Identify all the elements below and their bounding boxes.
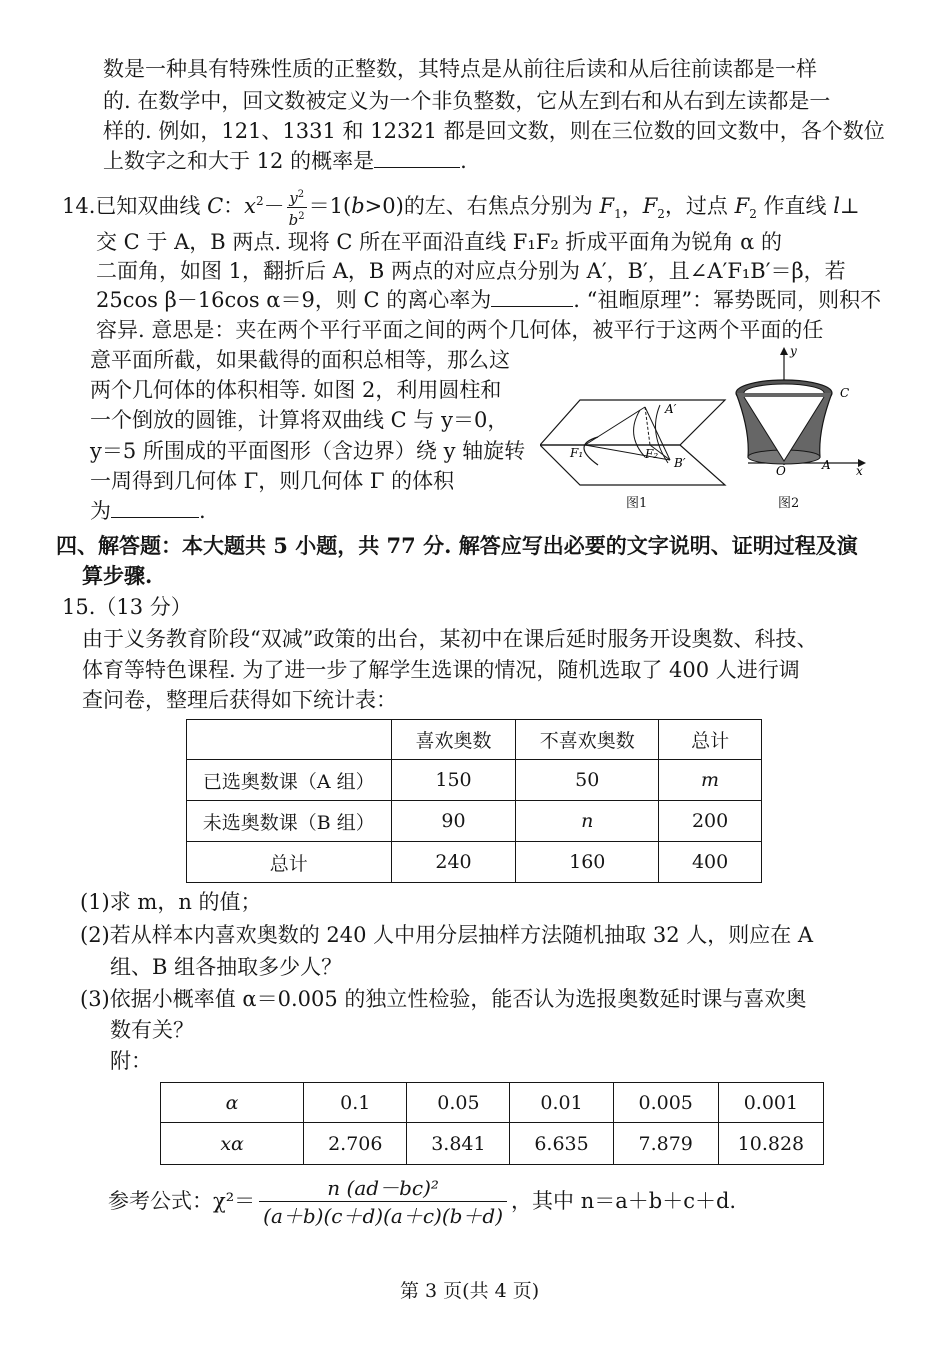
- critical-x-label: xα: [161, 1123, 304, 1165]
- q14-line-7: 两个几何体的体积相等. 如图 2，利用圆柱和: [90, 378, 502, 402]
- fig2-label-x: x: [856, 464, 863, 475]
- q14-number: 14.: [62, 194, 96, 218]
- figure-2-caption: 图2: [778, 496, 800, 511]
- section-4-title: 四、解答题：本大题共 5 小题，共 77 分. 解答应写出必要的文字说明、证明过程及演: [56, 533, 858, 558]
- fig1-label-f1: F₁: [570, 446, 584, 460]
- answer-blank-14a: [491, 286, 573, 307]
- section-4-title-2: 算步骤.: [82, 563, 153, 588]
- formula-tail: ，其中 n＝a＋b＋c＋d.: [511, 1189, 737, 1213]
- fig1-label-f2: F₂: [645, 447, 659, 461]
- survey-table-row: [187, 760, 762, 801]
- survey-th-3: 总计: [659, 720, 762, 760]
- survey-cell: 未选奥数课（B 组）: [187, 801, 392, 842]
- critical-cell: 0.005: [613, 1083, 718, 1123]
- formula-label: 参考公式：χ²＝: [108, 1189, 256, 1213]
- survey-table-row: [187, 801, 762, 842]
- fig2-label-y: y: [790, 345, 797, 358]
- survey-th-1: 喜欢奥数: [391, 720, 516, 760]
- hyperbola-fraction: $\frac{y^2}{b^2}$: [288, 189, 305, 229]
- survey-cell: 400: [659, 842, 762, 883]
- intro-line-4-text: 上数字之和大于 12 的概率是: [103, 149, 375, 173]
- critical-cell: 0.01: [510, 1083, 613, 1123]
- q14-line-8: 一个倒放的圆锥，计算将双曲线 C 与 y＝0，: [90, 408, 509, 432]
- critical-cell: 6.635: [510, 1123, 613, 1165]
- critical-cell: 0.001: [718, 1083, 823, 1123]
- intro-line-3: 样的. 例如，121、1331 和 12321 都是回文数，则在三位数的回文数中，各个数位: [103, 119, 885, 143]
- survey-cell: 150: [391, 760, 516, 801]
- q15-sub-3a: (3)依据小概率值 α＝0.005 的独立性检验，能否认为选报奥数延时课与喜欢奥: [80, 987, 807, 1011]
- q15-appendix-label: 附：: [110, 1049, 152, 1073]
- survey-table-header: [187, 720, 762, 760]
- q14-l11: 为: [90, 499, 111, 523]
- fig2-label-c: C: [840, 386, 850, 400]
- fig2-label-o: O: [776, 464, 786, 475]
- critical-cell: 7.879: [613, 1123, 718, 1165]
- formula-denominator: (a＋b)(c＋d)(a＋c)(b＋d): [259, 1201, 507, 1230]
- survey-cell: 50: [516, 760, 659, 801]
- q14-l1c: ，过点: [664, 194, 735, 218]
- answer-blank-13: [374, 147, 460, 168]
- intro-line-1: 数是一种具有特殊性质的正整数，其特点是从前往后读和从后往前读都是一样: [103, 57, 817, 81]
- survey-table-row: [187, 842, 762, 883]
- q14-line-3: 二面角，如图 1，翻折后 A，B 两点的对应点分别为 A′，B′，且∠A′F₁B′＝β，若: [96, 259, 846, 283]
- survey-cell: 已选奥数课（A 组）: [187, 760, 392, 801]
- q14-l4b: . “祖暅原理”：幂势既同，则积不: [573, 288, 882, 312]
- q15-para-3: 查问卷，整理后获得如下统计表：: [82, 688, 397, 712]
- q14-line-4: [96, 286, 881, 314]
- critical-alpha-label: α: [161, 1083, 304, 1123]
- q14-l1d: 作直线: [756, 194, 834, 218]
- intro-line-4: 上数字之和大于 12 的概率是 .: [103, 149, 467, 173]
- q14-line-10: 一周得到几何体 Γ，则几何体 Γ 的体积: [90, 469, 455, 493]
- survey-table: [186, 719, 762, 883]
- q14-l4a: 25cos β－16cos α＝9，则 C 的离心率为: [96, 288, 492, 312]
- survey-cell: 总计: [187, 842, 392, 883]
- q14-line-6: 意平面所截，如果截得的面积总相等，那么这: [90, 348, 510, 372]
- q14-line-2: 交 C 于 A，B 两点. 现将 C 所在平面沿直线 F₁F₂ 折成平面角为锐角 α 的: [96, 230, 782, 254]
- critical-cell: 3.841: [407, 1123, 510, 1165]
- formula-numerator: n (ad－bc)²: [327, 1176, 439, 1200]
- q14-line-9: y＝5 所围成的平面图形（含边界）绕 y 轴旋转: [90, 439, 526, 463]
- critical-row-x: [161, 1123, 824, 1165]
- survey-th-0: [187, 720, 392, 760]
- q14-line-1: 14.已知双曲线 C：$x^2-$ $\frac{y^2}{b^2}$ ＝1(b>0)的左、右焦点分别为 $F_1$，$F_2$，过点 $F_2$ 作直线 l⊥: [62, 186, 860, 229]
- figure-2-solid: [728, 345, 868, 475]
- chi-square-fraction: [259, 1175, 507, 1230]
- q15-sub-2a: (2)若从样本内喜欢奥数的 240 人中用分层抽样方法随机抽取 32 人，则应在 A: [80, 923, 814, 947]
- survey-cell: n: [516, 801, 659, 842]
- survey-cell: m: [659, 760, 762, 801]
- survey-cell: 90: [391, 801, 516, 842]
- intro-line-2: 的. 在数学中，回文数被定义为一个非负整数，它从左到右和从右到左读都是一: [103, 89, 831, 113]
- page-footer: 第 3 页(共 4 页): [400, 1280, 540, 1302]
- q14-line-11: 为 .: [90, 499, 206, 523]
- figure-1-caption: 图1: [626, 496, 648, 511]
- answer-blank-14b: [111, 497, 199, 518]
- q15-sub-3b: 数有关？: [110, 1018, 194, 1042]
- fig1-label-b: B′: [674, 456, 686, 470]
- survey-th-2: 不喜欢奥数: [516, 720, 659, 760]
- survey-cell: 240: [391, 842, 516, 883]
- q15-para-2: 体育等特色课程. 为了进一步了解学生选课的情况，随机选取了 400 人进行调: [82, 658, 800, 682]
- reference-formula: [108, 1172, 736, 1230]
- q14-l1a: 已知双曲线: [95, 194, 208, 218]
- critical-cell: 10.828: [718, 1123, 823, 1165]
- critical-cell: 2.706: [304, 1123, 407, 1165]
- critical-value-table: [160, 1082, 824, 1165]
- fig1-label-a: A′: [665, 402, 677, 416]
- survey-cell: 200: [659, 801, 762, 842]
- q15-sub-2b: 组、B 组各抽取多少人？: [110, 955, 343, 979]
- q15-para-1: 由于义务教育阶段“双减”政策的出台，某初中在课后延时服务开设奥数、科技、: [82, 627, 818, 651]
- critical-row-alpha: [161, 1083, 824, 1123]
- survey-cell: 160: [516, 842, 659, 883]
- critical-cell: 0.05: [407, 1083, 510, 1123]
- q14-line-5: 容异. 意思是：夹在两个平行平面之间的两个几何体，被平行于这两个平面的任: [96, 318, 824, 342]
- q15-sub-1: (1)求 m，n 的值；: [80, 890, 262, 914]
- q14-l1b: 的左、右焦点分别为: [403, 194, 600, 218]
- fig2-label-a: A: [822, 458, 831, 472]
- critical-cell: 0.1: [304, 1083, 407, 1123]
- q15-header: 15.（13 分）: [62, 595, 192, 619]
